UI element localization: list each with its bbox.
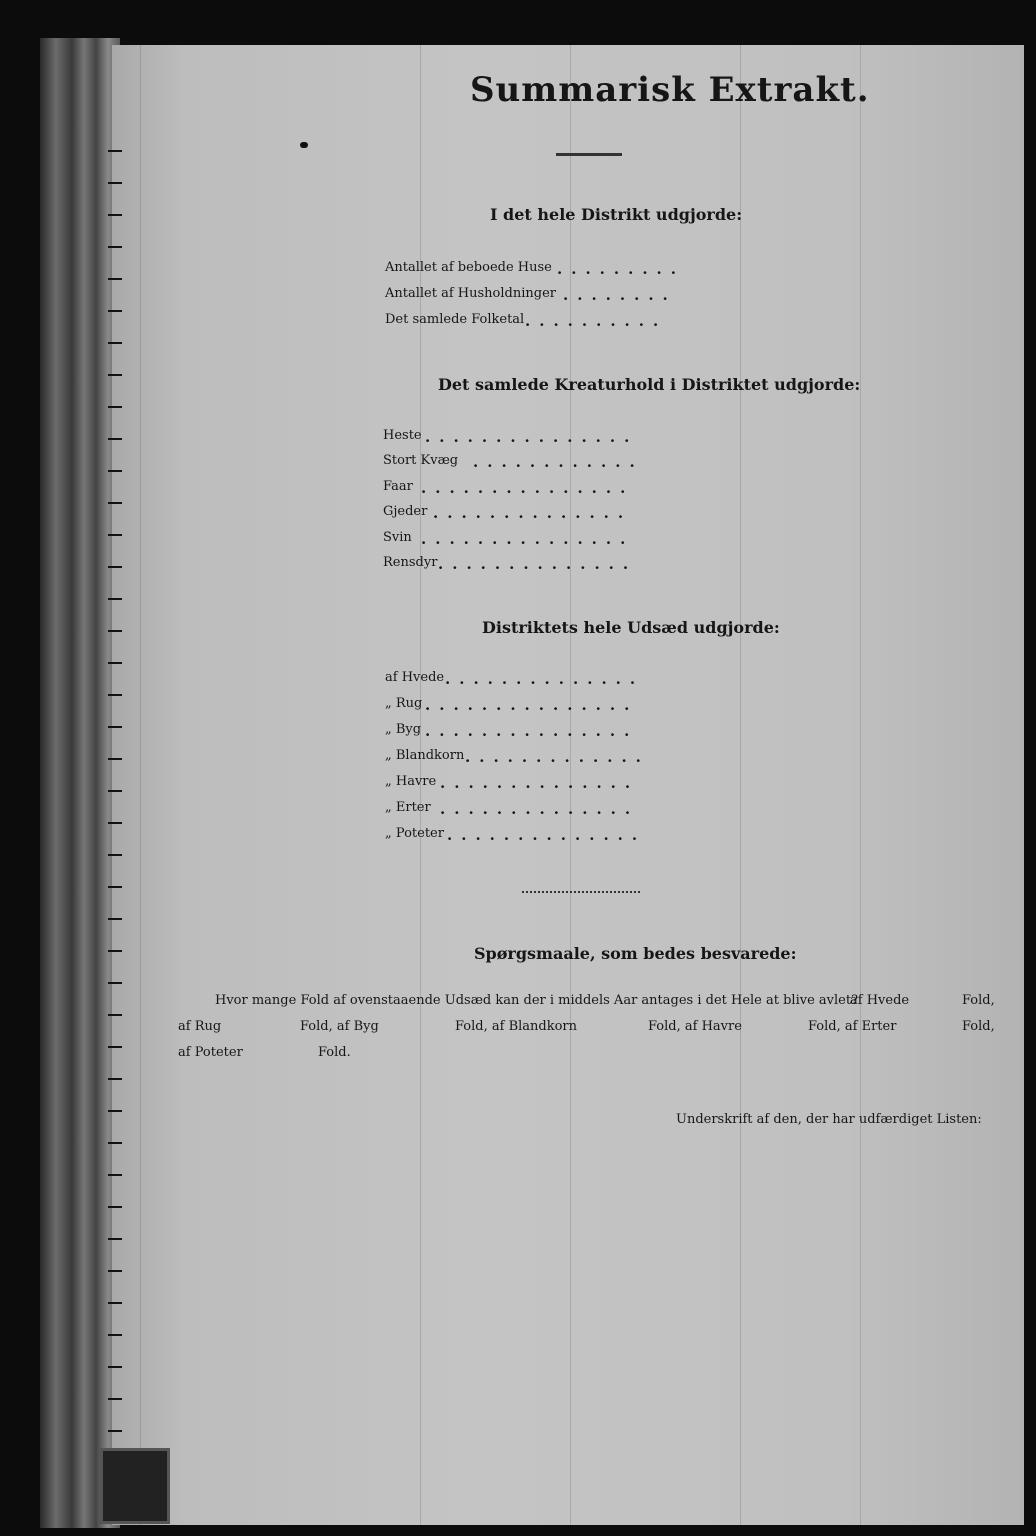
question-fold-1: Fold, xyxy=(962,993,995,1008)
signature-label: Underskrift af den, der har udfærdiget Listen: xyxy=(676,1112,982,1127)
question-hvede: af Hvede xyxy=(850,993,910,1008)
row-rug: „ Rug ............... xyxy=(385,696,639,714)
row-havre: „ Havre .............. xyxy=(385,774,640,792)
row-byg: „ Byg ............... xyxy=(385,722,639,740)
row-blandkorn: „ Blandkorn ............. xyxy=(385,748,650,766)
question-blandkorn: Fold, af Blandkorn xyxy=(455,1019,578,1034)
question-rug: af Rug xyxy=(178,1019,222,1034)
question-byg: Fold, af Byg xyxy=(300,1019,379,1034)
row-folketal: Det samlede Folketal .......... xyxy=(385,312,668,330)
questions-heading: Spørgsmaale, som bedes besvarede: xyxy=(474,944,797,963)
ink-smudge xyxy=(300,142,308,148)
section-divider xyxy=(522,888,640,893)
question-havre: Fold, af Havre xyxy=(648,1019,742,1034)
question-fold-2: Fold, xyxy=(962,1019,995,1034)
row-faar: Faar ............... xyxy=(383,479,635,497)
corner-stamp xyxy=(100,1448,170,1524)
question-line1: Hvor mange Fold af ovenstaaende Udsæd kan der i middels Aar antages i det Hele at blive avlet? xyxy=(215,993,859,1008)
row-gjeder: Gjeder .............. xyxy=(383,504,633,522)
question-poteter: af Poteter xyxy=(178,1045,243,1060)
row-heste: Heste ............... xyxy=(383,428,639,446)
title-rule xyxy=(556,153,622,156)
row-erter: „ Erter .............. xyxy=(385,800,640,818)
row-rensdyr: Rensdyr .............. xyxy=(383,555,638,573)
row-poteter: „ Poteter .............. xyxy=(385,826,647,844)
row-huse: Antallet af beboede Huse ......... xyxy=(385,260,685,278)
row-hvede: af Hvede .............. xyxy=(385,670,645,688)
row-husholdninger: Antallet af Husholdninger ........ xyxy=(385,286,677,304)
page-title: Summarisk Extrakt. xyxy=(470,70,870,110)
margin-ruler xyxy=(108,120,122,1500)
section3-heading: Distriktets hele Udsæd udgjorde: xyxy=(482,618,780,637)
section2-heading: Det samlede Kreaturhold i Distriktet udgjorde: xyxy=(438,375,861,394)
question-erter: Fold, af Erter xyxy=(808,1019,897,1034)
row-stort-kvaeg: Stort Kvæg ............ xyxy=(383,453,644,471)
row-svin: Svin ............... xyxy=(383,530,635,548)
question-fold-end: Fold. xyxy=(318,1045,351,1060)
section1-heading: I det hele Distrikt udgjorde: xyxy=(490,205,743,224)
